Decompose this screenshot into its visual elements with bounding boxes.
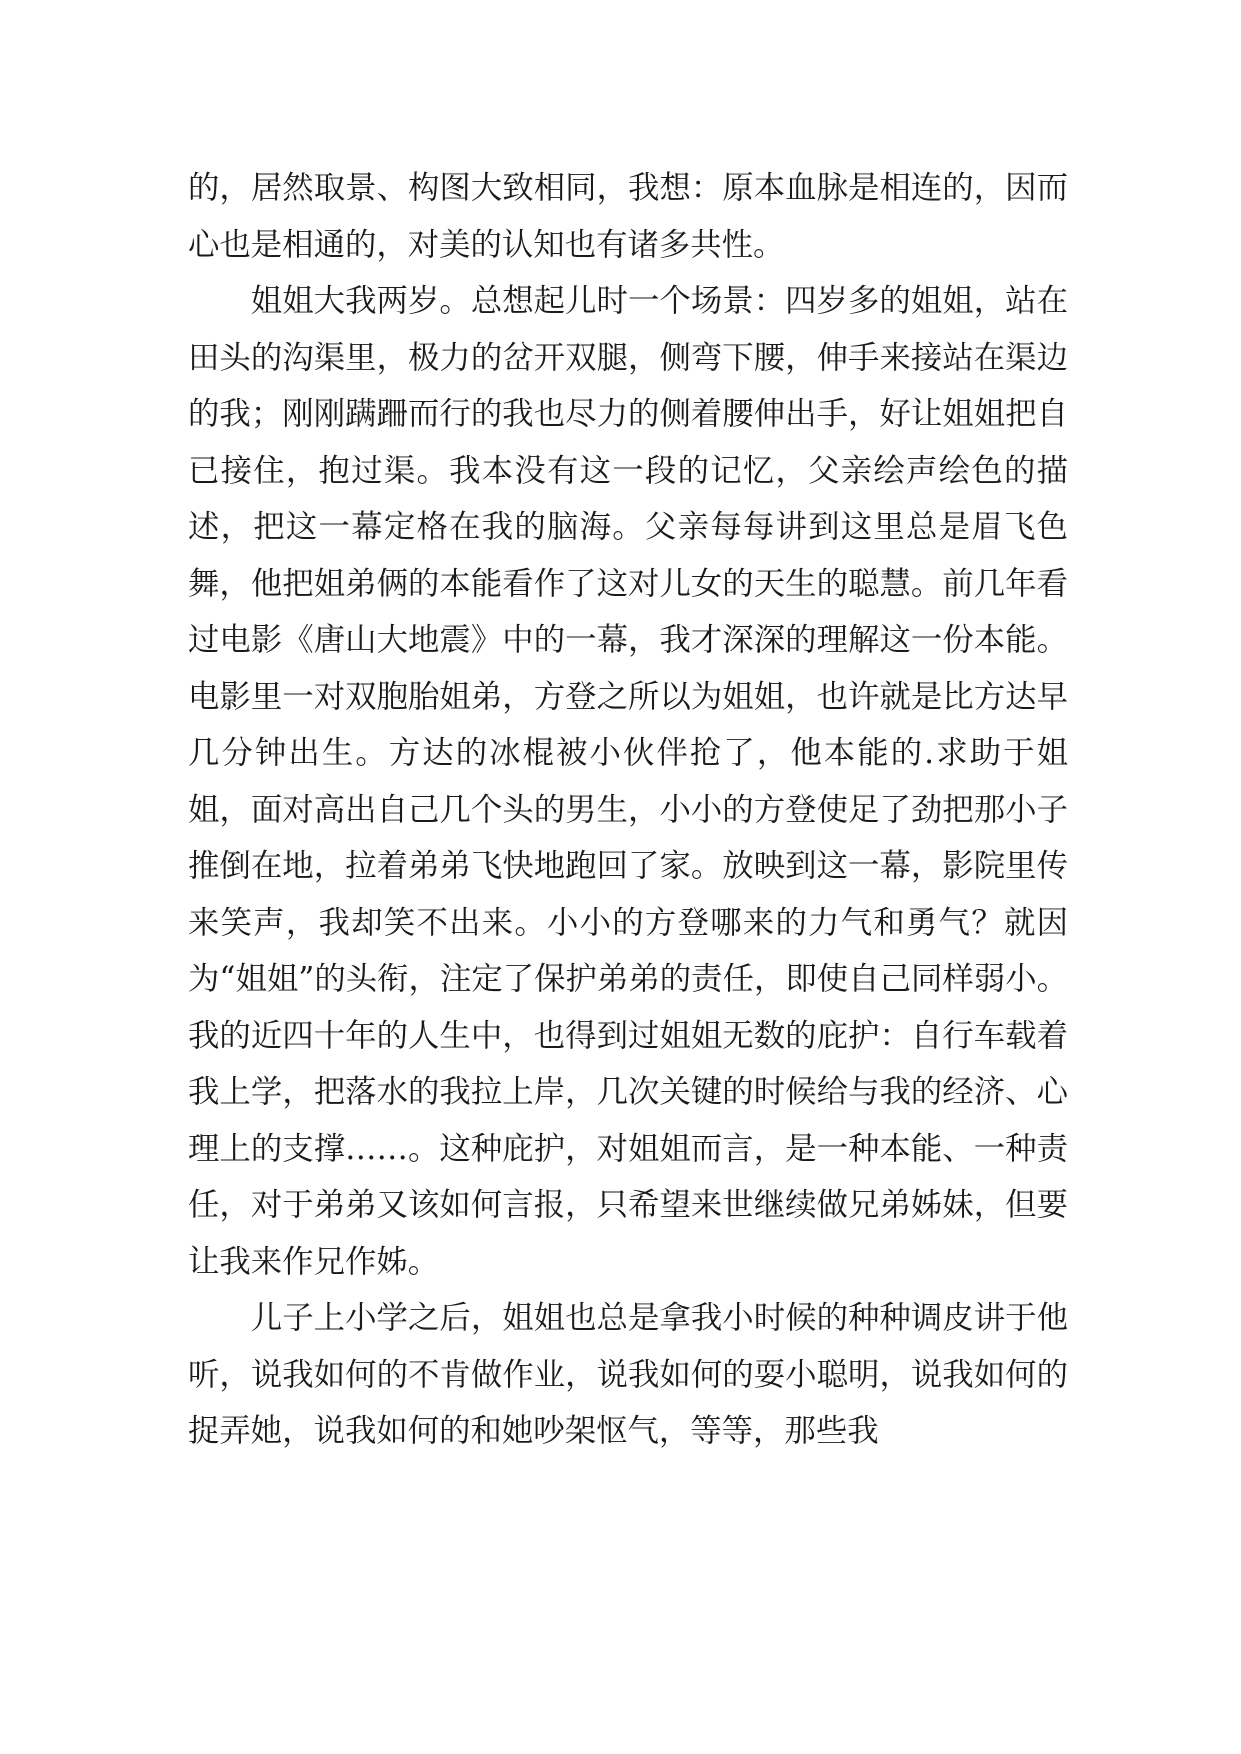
paragraph-3: 儿子上小学之后，姐姐也总是拿我小时候的种种调皮讲于他听，说我如何的不肯做作业，说我如何的耍小聪明，说我如何的捉弄她，说我如何的和她吵架怄气，等等，那些我 [188,1300,1068,1449]
paragraph-2: 姐姐大我两岁。总想起儿时一个场景：四岁多的姐姐，站在田头的沟渠里，极力的岔开双腿，侧弯下腰，伸手来接站在渠边的我；刚刚蹒跚而行的我也尽力的侧着腰伸出手，好让姐姐把自已接住，抱过渠。我本没有这一段的记忆，父亲绘声绘色的描述，把这一幕定格在我的脑海。父亲每每讲到这里总是眉飞色舞，他把姐弟俩的本能看作了这对儿女的天生的聪慧。前几年看过电影《唐山大地震》中的一幕，我才深深的理解这一份本能。电影里一对双胞胎姐弟，方登之所以为姐姐，也许就是比方达早几分钟出生。方达的冰棍被小伙伴抢了，他本能的.求助于姐姐，面对高出自己几个头的男生，小小的方登使足了劲把那小子推倒在地，拉着弟弟飞快地跑回了家。放映到这一幕，影院里传来笑声，我却笑不出来。小小的方登哪来的力气和勇气？就因为“姐姐”的头衔，注定了保护弟弟的责任，即使自己同样弱小。我的近四十年的人生中，也得到过姐姐无数的庇护：自行车载着我上学，把落水的我拉上岸，几次关键的时候给与我的经济、心理上的支撑……。这种庇护，对姐姐而言，是一种本能、一种责任，对于弟弟又该如何言报，只希望来世继续做兄弟姊妹，但要让我来作兄作姊。 [188,283,1068,1280]
paragraph-1: 的，居然取景、构图大致相同，我想：原本血脉是相连的，因而心也是相通的，对美的认知也有诸多共性。 [188,170,1068,263]
document-body [188,160,1068,1460]
